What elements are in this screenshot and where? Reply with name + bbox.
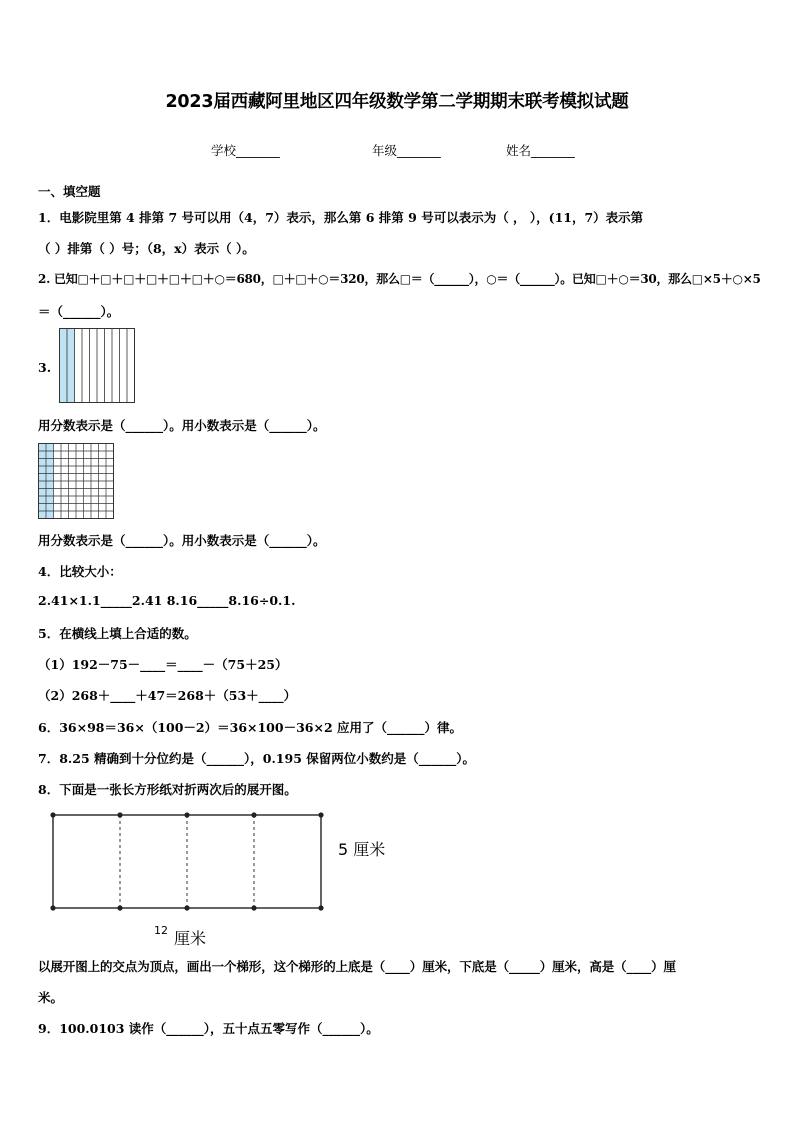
vertex-dot	[50, 905, 55, 910]
q2-line1: 2. 已知□＋□＋□＋□＋□＋□＋○＝680，□＋□＋○＝320，那么□＝（______），○＝（______）。已知□＋○＝30，那么□×5＋○×5	[38, 272, 761, 286]
unfolded-rectangle-figure	[48, 810, 328, 914]
q1-line1: 1．电影院里第 4 排第 7 号可以用（4，7）表示，那么第 6 排第 9 号可以表示为（ ， ），(11，7）表示第	[38, 210, 644, 225]
vertex-dot	[251, 905, 256, 910]
q3-line2: 用分数表示是（______）。用小数表示是（______）。	[38, 533, 326, 548]
q9: 9．100.0103 读作（______），五十点五零写作（______）。	[38, 1021, 379, 1036]
vertex-dot	[318, 905, 323, 910]
vertex-dot	[184, 812, 189, 817]
vertex-dot	[117, 812, 122, 817]
q7: 7．8.25 精确到十分位约是（______），0.195 保留两位小数约是（______）。	[38, 751, 475, 766]
strip-shaded-column	[67, 329, 75, 403]
vertex-dot	[117, 905, 122, 910]
name-field: 姓名_______	[506, 143, 575, 158]
vertex-dot	[318, 812, 323, 817]
q1-line2: （ ）排第（ ）号；（8，x）表示（ ）。	[38, 241, 255, 256]
width-unit: 厘米	[174, 929, 207, 948]
grid-figure	[38, 443, 114, 519]
q5-sub1: （1）192－75－____＝____－（75＋25）	[38, 657, 288, 672]
q8-line2: 米。	[38, 990, 64, 1005]
height-label: 5 厘米	[338, 840, 386, 859]
q4-prompt: 4．比较大小：	[38, 564, 122, 579]
q6: 6．36×98＝36×（100－2）＝36×100－36×2 应用了（______）律。	[38, 720, 462, 735]
vertex-dot	[184, 905, 189, 910]
q3-line1: 用分数表示是（______）。用小数表示是（______）。	[38, 418, 326, 433]
q8-line1: 以展开图上的交点为顶点，画出一个梯形，这个梯形的上底是（____）厘米，下底是（_____）厘米，高是（____）厘	[38, 959, 676, 974]
q2-line2: ＝（______）。	[38, 304, 120, 319]
grade-field: 年级_______	[372, 143, 441, 158]
vertex-dot	[50, 812, 55, 817]
vertex-dot	[251, 812, 256, 817]
strip-shaded-column	[60, 329, 68, 403]
page-title: 2023届西藏阿里地区四年级数学第二学期期末联考模拟试题	[165, 92, 629, 112]
q3-number: 3.	[38, 360, 52, 375]
q5-sub2: （2）268＋____＋47＝268＋（53＋____）	[38, 688, 297, 703]
q4-line: 2.41×1.1_____2.41 8.16_____8.16÷0.1.	[38, 593, 296, 608]
strip-figure	[59, 328, 135, 403]
section-heading: 一、填空题	[38, 184, 101, 199]
q8-prompt: 8．下面是一张长方形纸对折两次后的展开图。	[38, 782, 297, 797]
q5-prompt: 5．在横线上填上合适的数。	[38, 626, 197, 641]
width-number: 12	[154, 924, 168, 937]
school-field: 学校_______	[211, 143, 280, 158]
